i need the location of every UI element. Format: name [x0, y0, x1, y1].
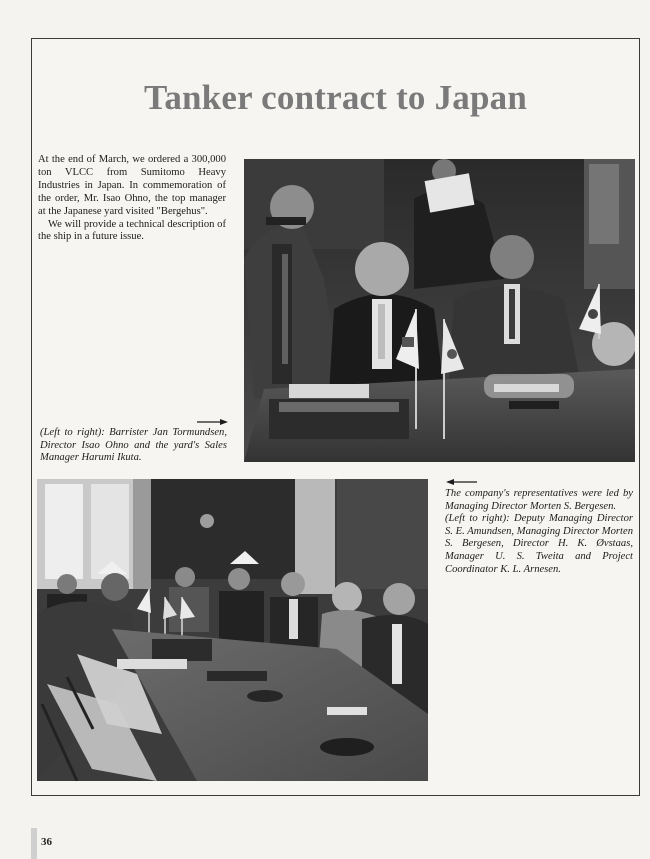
photo-caption-top: (Left to right): Barrister Jan Tormundsen, Director Isao Ohno and the yard's Sales Manager Harumi Ikuta.: [40, 427, 227, 464]
caption-arrow-right: [197, 418, 229, 426]
folio-bar: [31, 828, 37, 859]
photo-signing-image: [244, 159, 635, 462]
intro-paragraph-2: We will provide a technical description of the ship in a future issue.: [38, 218, 226, 243]
photo-caption-bottom-line-1: The company's representatives were led by Managing Director Morten S. Bergesen.: [445, 488, 633, 512]
article-title: Tanker contract to Japan: [143, 78, 527, 117]
arrow-right-icon: [197, 418, 229, 426]
photo-signing: [244, 159, 635, 462]
photo-caption-bottom-line-2: (Left to right): Deputy Managing Director S. E. Amundsen, Managing Director Morten S. Bergesen, Director H. K. Øvstaas, Manager U. S. Tweita and Project Coordinator K. L. Arnesen.: [445, 513, 633, 575]
photo-meeting-image: [37, 479, 428, 781]
intro-text: [38, 154, 226, 244]
arrow-left-icon: [445, 478, 477, 486]
caption-arrow-left: [445, 478, 477, 486]
intro-paragraph-1: At the end of March, we ordered a 300,000 ton VLCC from Sumitomo Heavy Industries in Japan. In commemoration of the order, Mr. Isao Ohno, the top manager at the Japanese yard visited "Bergehus".: [38, 154, 226, 217]
photo-caption-bottom: [445, 488, 633, 576]
page-number: 36: [41, 836, 52, 848]
photo-meeting: [37, 479, 428, 781]
